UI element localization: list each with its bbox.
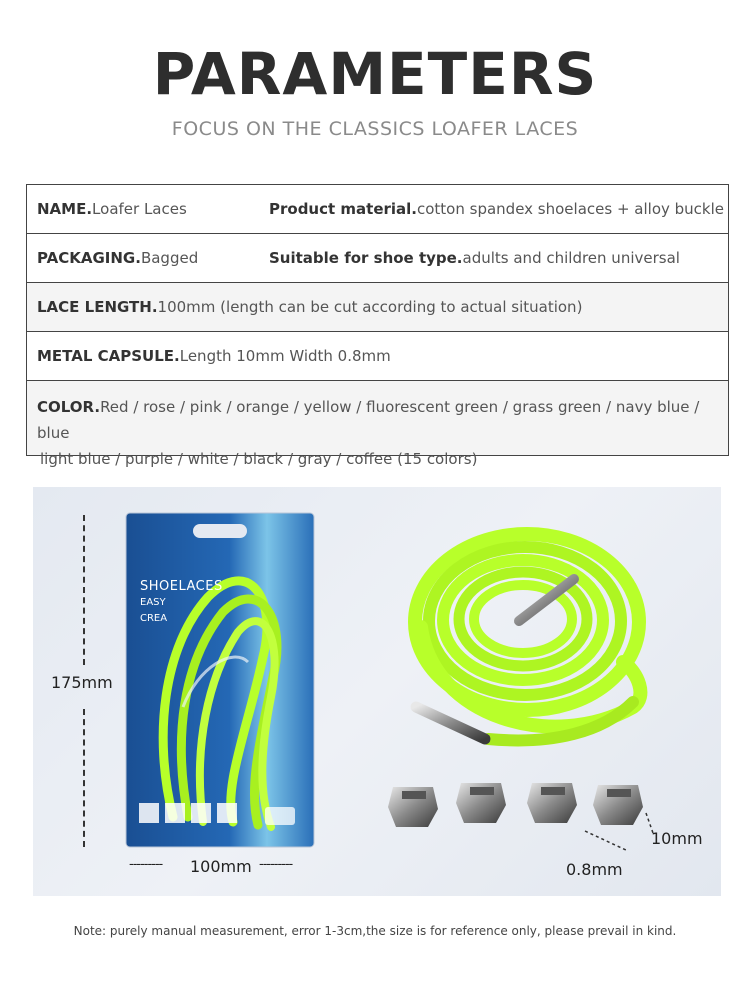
spec-material-value: cotton spandex shoelaces + alloy buckle [417,200,724,218]
width-dim-dash-left: --------- [129,857,163,872]
package-label: SHOELACES [140,579,223,594]
package-bag [126,513,314,847]
spec-capsule-value: Length 10mm Width 0.8mm [179,347,391,365]
spec-material-key: Product material. [269,200,417,218]
spec-packaging [27,249,259,267]
page-subtitle: FOCUS ON THE CLASSICS LOAFER LACES [171,118,579,140]
spec-color-key: COLOR. [37,398,101,416]
spec-table [26,184,729,468]
spec-shoe-type-key: Suitable for shoe type. [269,249,463,267]
width-dim-dash-right: --------- [259,857,293,872]
spec-name-value: Loafer Laces [92,200,187,218]
spec-name-key: NAME. [37,200,93,218]
capsule-length-label: 10mm [651,829,703,848]
metal-capsules [388,783,653,851]
spec-length [27,298,728,316]
spec-packaging-value: Bagged [140,249,199,267]
footer-note: Note: purely manual measurement, error 1-3cm,the size is for reference only, please prevail in kind. [73,924,677,938]
spec-packaging-key: PACKAGING. [37,249,141,267]
capsule-width-label: 0.8mm [566,860,623,879]
spec-shoe-type-value: adults and children universal [462,249,680,267]
spec-length-key: LACE LENGTH. [37,298,158,316]
spec-color-value-line2: light blue / purple / white / black / gray / coffee (15 colors) [40,450,478,468]
product-photo [33,487,721,896]
spec-name [27,200,259,218]
package-sub1: EASY [140,597,166,608]
spec-length-value: 100mm (length can be cut according to actual situation) [157,298,583,316]
spec-capsule-key: METAL CAPSULE. [37,347,180,365]
height-dimension-label: 175mm [51,673,113,692]
spec-material [259,200,724,218]
spec-row-capsule [27,332,728,381]
spec-color [27,394,728,472]
spec-row-color [27,381,728,468]
spec-row-length [27,283,728,332]
package-sub2: CREA [140,613,168,624]
spec-color-value-line1: Red / rose / pink / orange / yellow / fluorescent green / grass green / navy blue / blue [37,398,700,442]
spec-shoe-type [259,249,680,267]
spec-row-name [27,185,728,234]
width-dimension-label: 100mm [190,857,252,876]
product-illustration [33,487,721,896]
spec-capsule [27,347,728,365]
height-dim-line-bottom [83,709,85,847]
lace-coil [415,534,640,740]
height-dim-line-top [83,515,85,665]
page-title: PARAMETERS [152,40,598,108]
spec-row-packaging [27,234,728,283]
